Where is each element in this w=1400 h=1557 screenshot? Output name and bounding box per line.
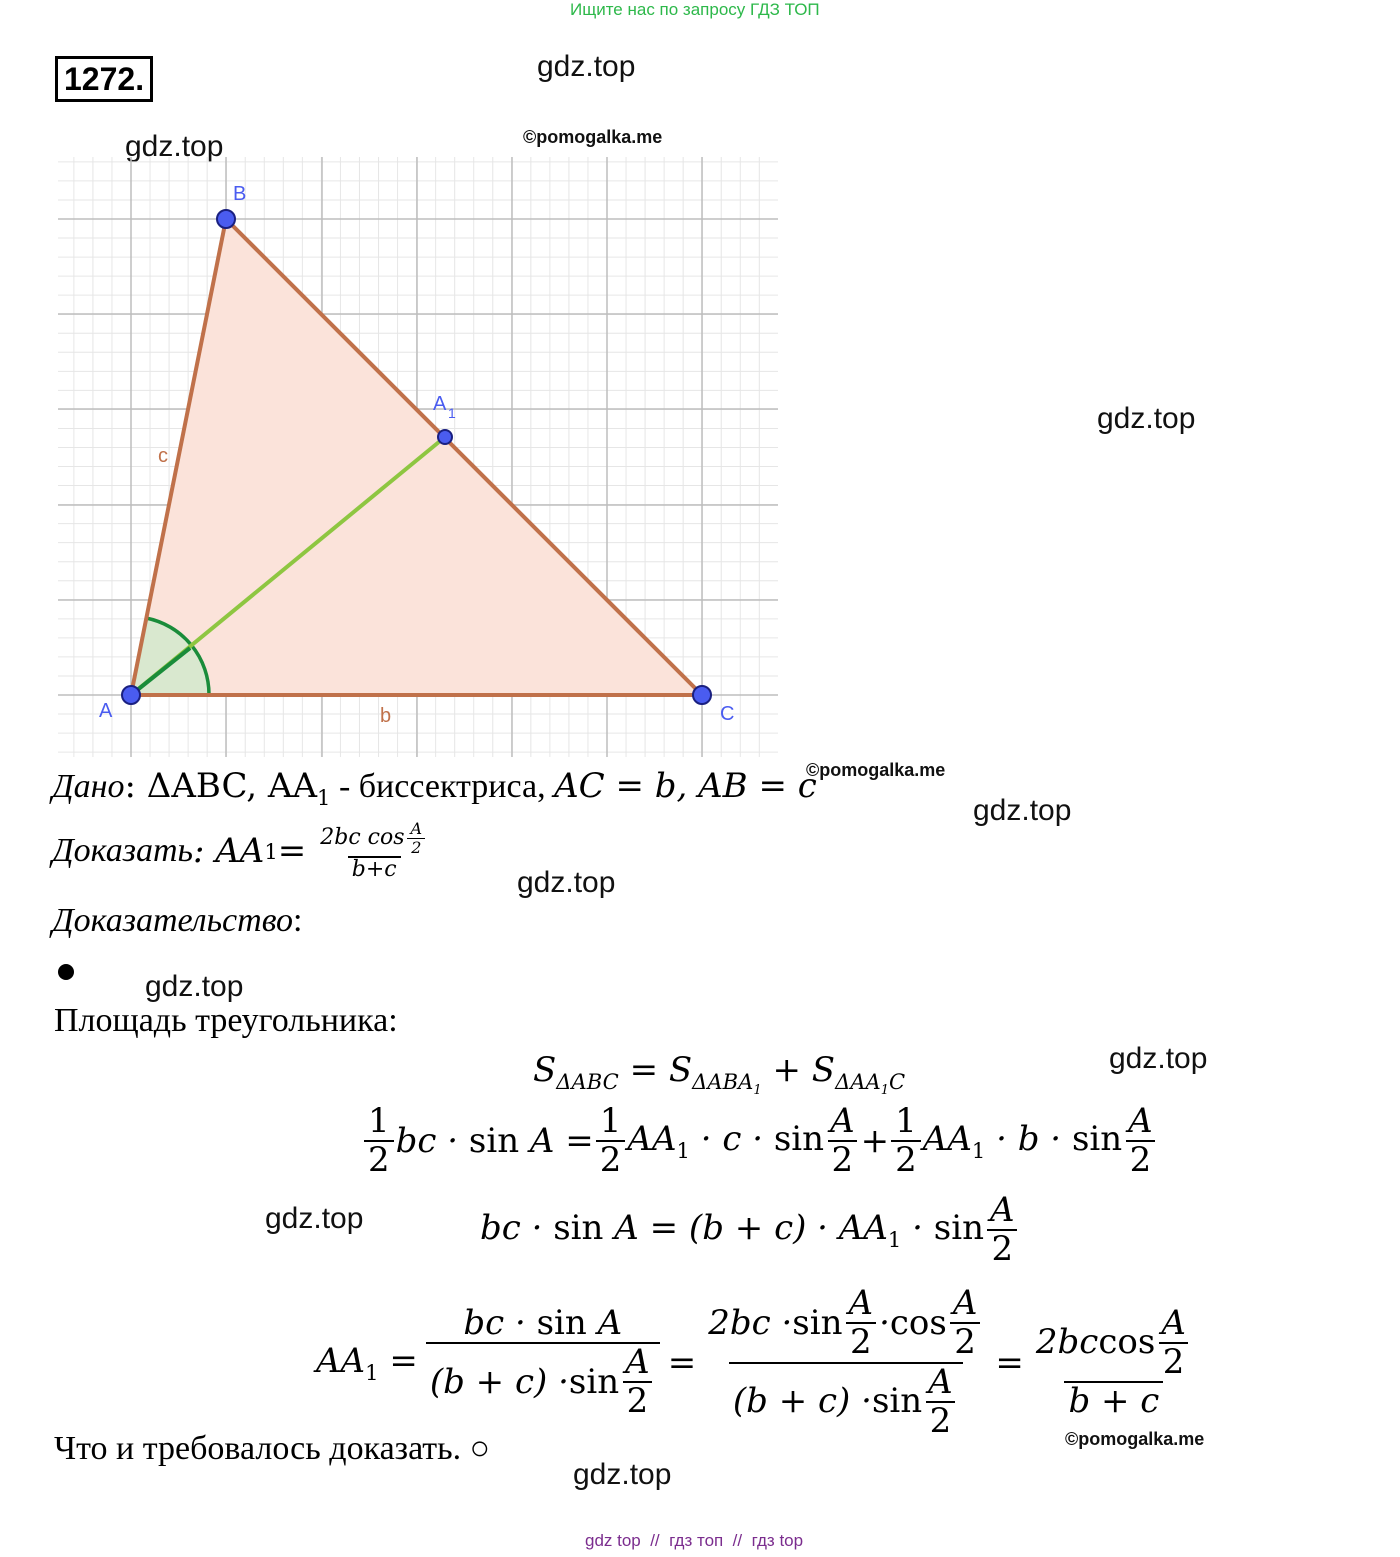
watermark: gdz.top	[1109, 1042, 1208, 1075]
watermark: gdz.top	[517, 866, 616, 899]
proof-label: Доказательство	[52, 902, 294, 939]
watermark: gdz.top	[265, 1202, 364, 1235]
watermark: gdz.top	[573, 1458, 672, 1491]
point-a1	[438, 430, 452, 444]
label-side-c: c	[158, 445, 168, 467]
point-c	[693, 686, 711, 704]
watermark: gdz.top	[537, 50, 636, 83]
given-line	[52, 766, 817, 810]
equation-simplified: bc · $\sin A = (b + c) \cdot AA_1 \cdot \sin$ $\frac{A}{2}$	[480, 1192, 1021, 1269]
equation-area-sum: $S_{\Delta ABC} = S_{\Delta ABA_1} + S_{\Delta AA_1C}$	[533, 1050, 906, 1098]
equation-areas: $\frac{1}{2}$ bc · sin A = $\frac{1}{2}$ $AA_1 \cdot c \cdot \sin$ $\frac{A}{2}$ + $\frac{1}{2}$ $AA_1 \cdot b \cdot \sin$ $\frac{A}{2}$	[362, 1103, 1159, 1180]
prove-num-frac-d: 2	[407, 838, 425, 857]
prove-sub: 1	[264, 838, 278, 864]
point-a	[122, 686, 140, 704]
label-a: A	[99, 700, 113, 722]
given-triangle: : ΔABC, AA	[124, 766, 318, 806]
bullet	[58, 964, 74, 980]
copyright: ©pomogalka.me	[1065, 1429, 1205, 1449]
triangle-figure	[0, 0, 800, 770]
label-side-b: b	[380, 705, 392, 727]
conclusion: Что и требовалось доказать. ○	[54, 1430, 491, 1467]
proof-label-line: Доказательство:	[52, 902, 303, 939]
given-sub: 1	[317, 784, 331, 810]
given-label: Дано	[52, 768, 125, 805]
equation-result: $AA_1$ = bc · sin A (b + c) · sin $\frac{A}{2}$ = 2bc · sin $\frac{A}{2}$ · cos $\frac{A}{2}$ (b + c) · sin $\frac{A}{2}$ = 2bc cos $\frac{A}{2}$ b + c	[316, 1285, 1204, 1441]
point-b	[217, 210, 235, 228]
label-b: B	[233, 183, 247, 205]
prove-lhs: : AA	[192, 831, 265, 872]
label-a1: A	[433, 393, 447, 415]
problem-number: 1272.	[55, 56, 153, 102]
given-bisector: - биссектриса,	[330, 768, 555, 805]
copyright: ©pomogalka.me	[523, 127, 663, 147]
copyright: ©pomogalka.me	[806, 760, 946, 780]
watermark: gdz.top	[973, 794, 1072, 827]
prove-fraction	[316, 820, 432, 882]
prove-label: Доказать	[52, 832, 193, 870]
prove-num: 2bc cos	[320, 825, 405, 850]
watermark: gdz.top	[1097, 402, 1196, 435]
top-banner: Ищите нас по запросу ГДЗ ТОП	[570, 0, 820, 19]
area-text: Площадь треугольника:	[54, 1002, 398, 1039]
watermark: gdz.top	[125, 130, 224, 163]
prove-num-frac-n: A	[410, 819, 423, 838]
prove-den: b+c	[348, 856, 401, 882]
label-c: C	[720, 703, 735, 725]
watermark: gdz.top	[145, 970, 244, 1003]
given-sides: AC = b, AB = c	[554, 766, 817, 806]
label-a1-sub: 1	[448, 405, 456, 421]
footer-links[interactable]: gdz top // гдз топ // гдз top	[585, 1531, 804, 1550]
prove-eq: =	[277, 831, 307, 872]
prove-line	[52, 820, 434, 882]
